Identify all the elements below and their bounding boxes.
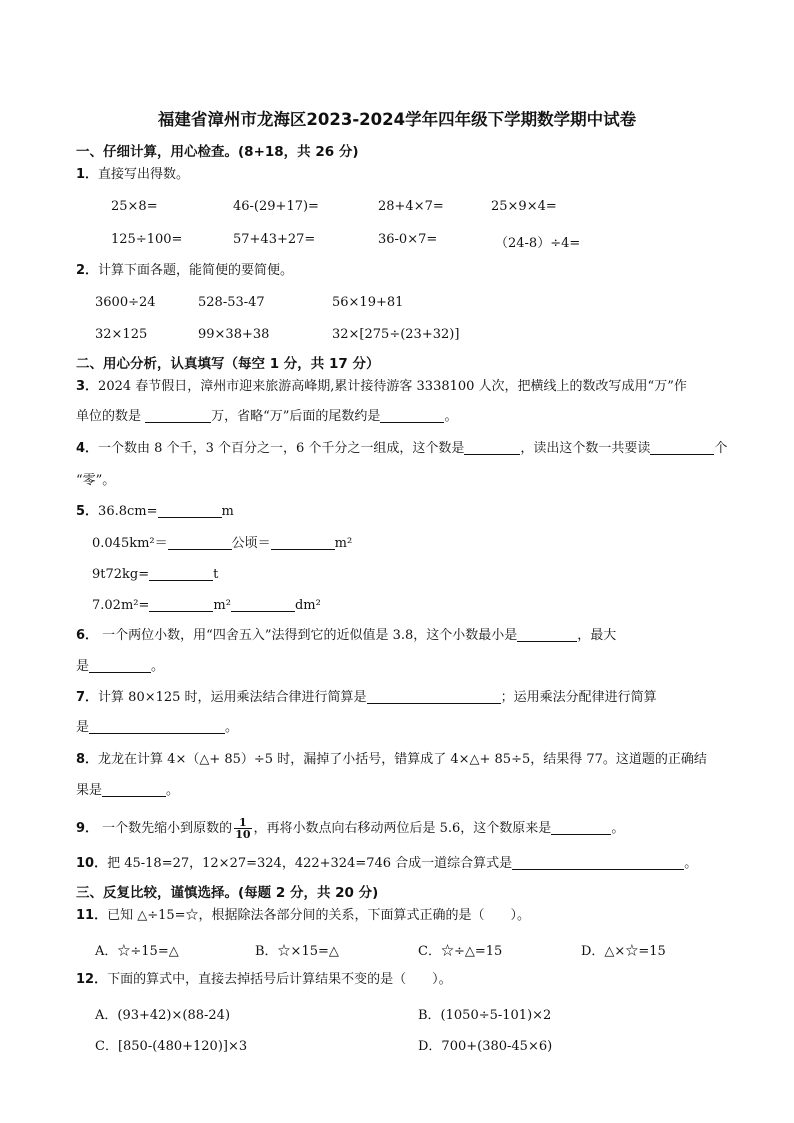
answer-blank[interactable] — [650, 440, 714, 455]
question-text: 0.045km²＝ — [92, 536, 168, 551]
question-2 — [76, 262, 293, 280]
q2-item: 3600÷24 — [95, 295, 156, 310]
answer-blank[interactable] — [367, 689, 501, 704]
question-text: 一个数先缩小到原数的 — [98, 821, 233, 836]
question-number: 12． — [76, 972, 108, 987]
q1-item: 25×9×4= — [491, 199, 557, 214]
option-c[interactable]: C．[850-(480+120)]×3 — [95, 1039, 248, 1054]
question-number: 2． — [76, 263, 99, 278]
fraction-denominator: 10 — [235, 828, 251, 841]
q1-item: 28+4×7= — [378, 199, 444, 214]
q1-item: 25×8= — [111, 199, 158, 214]
question-text: 。 — [166, 783, 180, 798]
question-12 — [76, 971, 452, 989]
question-number: 10． — [76, 856, 108, 871]
q2-item: 99×38+38 — [198, 327, 270, 342]
question-3-line-2 — [76, 408, 457, 426]
question-text: 。 — [151, 659, 165, 674]
question-text: 2024 春节假日，漳州市迎来旅游高峰期,累计接待游客 3338100 人次，把横线上的数改写成用“万”作 — [98, 379, 687, 394]
option-a[interactable]: A．(93+42)×(88-24) — [95, 1008, 231, 1023]
question-8-line-2 — [76, 782, 179, 800]
question-number: 5． — [76, 504, 99, 519]
option-d[interactable]: D．△×☆=15 — [581, 944, 666, 959]
question-text: 36.8cm= — [98, 504, 158, 519]
question-text: 把 45-18=27，12×27=324，422+324=746 合成一道综合算式是 — [107, 856, 513, 871]
question-4-line-2: “零”。 — [76, 473, 116, 488]
question-text: m² — [213, 598, 231, 613]
question-number: 3． — [76, 379, 99, 394]
question-text: 单位的数是 — [76, 409, 146, 424]
answer-blank[interactable] — [231, 597, 295, 612]
question-text: 。 — [444, 409, 458, 424]
question-text: ，最大 — [577, 628, 617, 643]
question-text: m² — [334, 536, 353, 551]
answer-blank[interactable] — [89, 719, 225, 734]
answer-blank[interactable] — [517, 627, 577, 642]
question-number: 8． — [76, 752, 99, 767]
question-text: 一个数由 8 个千，3 个百分之一，6 个千分之一组成，这个数是 — [98, 441, 465, 456]
answer-blank[interactable] — [464, 440, 520, 455]
q2-item: 528-53-47 — [198, 295, 265, 310]
option-a[interactable]: A．☆÷15=△ — [95, 944, 179, 959]
question-text: 已知 △÷15=☆，根据除法各部分间的关系，下面算式正确的是（ ）。 — [107, 908, 531, 923]
question-5 — [76, 503, 234, 521]
answer-blank[interactable] — [149, 566, 213, 581]
question-text: 万，省略“万”后面的尾数约是 — [211, 409, 381, 424]
q2-item: 56×19+81 — [332, 295, 404, 310]
question-3 — [76, 378, 687, 396]
option-d[interactable]: D．700+(380-45×6) — [418, 1039, 553, 1054]
section-2-heading: 二、用心分析，认真填写（每空 1 分，共 17 分） — [76, 356, 380, 372]
q1-item: 46-(29+17)= — [233, 199, 319, 214]
answer-blank[interactable] — [168, 535, 232, 550]
answer-blank[interactable] — [145, 408, 211, 423]
question-11 — [76, 907, 530, 925]
question-text: 是 — [76, 659, 90, 674]
question-text: 。 — [611, 821, 625, 836]
question-text: dm² — [294, 598, 321, 613]
question-text: 7.02m²= — [92, 598, 150, 613]
question-number: 4． — [76, 441, 99, 456]
answer-blank[interactable] — [512, 855, 684, 870]
question-6 — [76, 627, 616, 645]
question-4 — [76, 440, 727, 458]
option-b[interactable]: B．(1050÷5-101)×2 — [418, 1008, 552, 1023]
page-title: 福建省漳州市龙海区2023-2024学年四年级下学期数学期中试卷 — [157, 110, 637, 129]
question-10 — [76, 855, 697, 873]
question-8 — [76, 751, 707, 769]
q2-item: 32×[275÷(23+32)] — [332, 327, 460, 342]
question-5-line-3 — [92, 566, 218, 584]
question-1 — [76, 166, 189, 184]
answer-blank[interactable] — [271, 535, 335, 550]
answer-blank[interactable] — [380, 408, 444, 423]
answer-blank[interactable] — [89, 658, 151, 673]
question-text: 个 — [714, 441, 728, 456]
question-7-line-2 — [76, 719, 238, 737]
question-text: ，再将小数点向右移动两位后是 5.6，这个数原来是 — [253, 821, 552, 836]
fraction-numerator: 1 — [234, 817, 251, 829]
q2-item: 32×125 — [95, 327, 148, 342]
question-number: 7． — [76, 690, 99, 705]
question-text: t — [213, 567, 219, 582]
question-text: 龙龙在计算 4×（△+ 85）÷5 时，漏掉了小括号，错算成了 4×△+ 85÷5，结果得 77。这道题的正确结 — [98, 752, 707, 767]
question-text: 一个两位小数，用“四舍五入”法得到它的近似值是 3.8，这个小数最小是 — [98, 628, 518, 643]
question-text: 计算 80×125 时，运用乘法结合律进行简算是 — [98, 690, 367, 705]
question-text: 9t72kg= — [92, 567, 150, 582]
question-text: m — [221, 504, 234, 519]
answer-blank[interactable] — [102, 782, 166, 797]
section-3-heading: 三、反复比较，谨慎选择。(每题 2 分，共 20 分) — [76, 885, 379, 901]
question-text: ，读出这个数一共要读 — [520, 441, 651, 456]
question-number: 6． — [76, 628, 99, 643]
question-text: 。 — [225, 720, 239, 735]
question-text: 公顷＝ — [231, 536, 271, 551]
answer-blank[interactable] — [158, 503, 222, 518]
question-number: 9． — [76, 821, 99, 836]
q1-item: 125÷100= — [111, 232, 183, 247]
question-text: 直接写出得数。 — [98, 167, 190, 182]
option-b[interactable]: B．☆×15=△ — [255, 944, 339, 959]
question-text: 。 — [684, 856, 698, 871]
question-number: 11． — [76, 908, 108, 923]
answer-blank[interactable] — [149, 597, 213, 612]
question-6-line-2 — [76, 658, 164, 676]
question-text: 果是 — [76, 783, 103, 798]
answer-blank[interactable] — [551, 820, 611, 835]
question-5-line-2 — [92, 535, 352, 553]
question-text: 下面的算式中，直接去掉括号后计算结果不变的是（ ）。 — [107, 972, 452, 987]
q1-item: 36-0×7= — [378, 232, 438, 247]
question-text: 计算下面各题，能简便的要简便。 — [98, 263, 294, 278]
question-number: 1． — [76, 167, 99, 182]
question-text: 是 — [76, 720, 90, 735]
option-c[interactable]: C．☆÷△=15 — [418, 944, 503, 959]
section-1-heading: 一、仔细计算，用心检查。(8+18，共 26 分) — [76, 144, 359, 160]
question-5-line-4 — [92, 597, 321, 615]
fraction — [234, 817, 251, 840]
q1-item: 57+43+27= — [233, 232, 316, 247]
question-9 — [76, 817, 624, 840]
question-7 — [76, 689, 657, 707]
question-text: ；运用乘法分配律进行简算 — [500, 690, 657, 705]
q1-item: （24-8）÷4= — [495, 236, 581, 251]
